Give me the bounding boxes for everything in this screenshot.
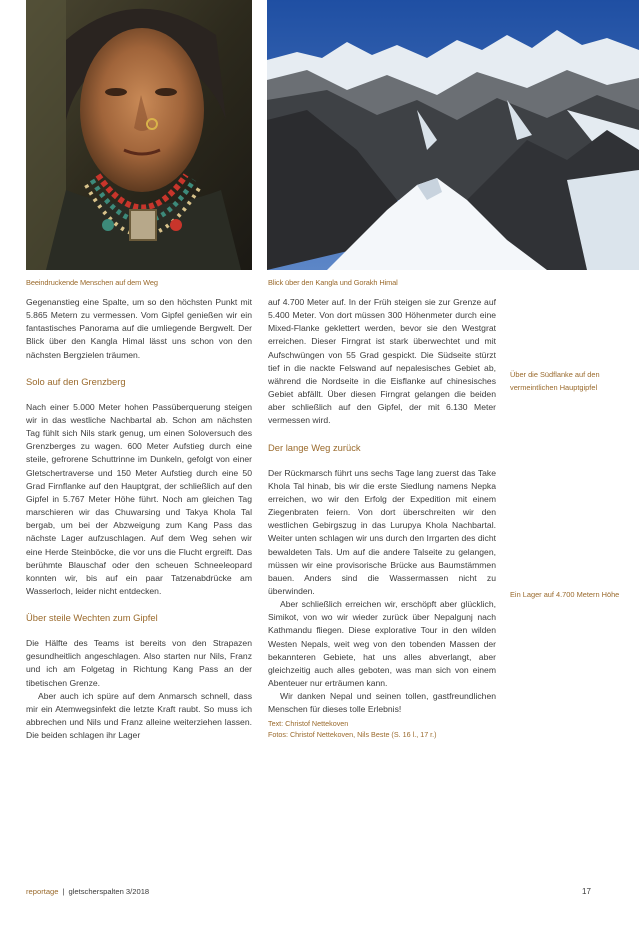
mountain-photo: [267, 0, 639, 270]
section-heading: Solo auf den Grenzberg: [26, 375, 126, 387]
right-photo-caption: Blick über den Kangla und Gorakh Himal: [268, 278, 398, 287]
article-column-1: [26, 296, 252, 742]
page-footer: [26, 887, 149, 896]
photo-credit: Fotos: Christof Nettekoven, Nils Beste (S. 16 l., 17 r.): [268, 729, 437, 739]
paragraph: Aber schließlich erreichen wir, erschöpft aber glücklich, Simikot, von wo wir wieder zurück über Nepalgunj nach Kathmandu fliegen. Diese explorative Tour in den wilden Westen Nepals, weit weg von den tobenden Massen der bekannteren Gebiete, hat uns alles abverlangt, aber gleichzeitig auch alles geboten, was man sich von einem Abenteuer nur erträumen kann.: [268, 599, 496, 689]
paragraph: Die Hälfte des Teams ist bereits von den Strapazen gesundheitlich angeschlagen. Also starten nur Nils, Franz und ich am Folgetag in Richtung Kang Pass an der tibetischen Grenze.: [26, 638, 252, 688]
section-heading: Über steile Wechten zum Gipfel: [26, 612, 158, 624]
photo-sidenote: Ein Lager auf 4.700 Metern Höhe: [510, 590, 620, 599]
section-heading: Der lange Weg zurück: [268, 441, 361, 453]
portrait-photo: [26, 0, 252, 270]
paragraph: Nach einer 5.000 Meter hohen Passüberquerung steigen wir in das westliche Nachbartal ab. Schon am nächsten Tag fühlt sich Nils stark genug, um einen Soloversuch des Grenzberges zu wagen. 600 Meter Aufstieg durch eine steile, gefrorene Schuttrinne im Dunkeln, gefolgt von einer Gletschertraverse und 150 Meter Aufstieg durch eine 50 Grad Firnflanke auf den Hauptgrat, der schließlich auf den Gipfel in 5.767 Meter Höhe führt. Noch am gleichen Tag marschieren wir das Chuwarsing und Takya Khola Tal bergab, um bei der Abzweigung zum Kang Pass das nächste Lager aufzuschlagen. Auf dem Weg sehen wir eine Herde Steinböcke, die vor uns die Flucht ergreift. Das berühmte Blauschaf oder den scheuen Schneeleopard konnten wir, bis auf ein paar Tatzenabdrücke am Wasserloch, leider nicht entdecken.: [26, 401, 252, 596]
text-credit: Text: Christof Nettekoven: [268, 718, 349, 728]
paragraph: Gegenanstieg eine Spalte, um so den höchsten Punkt mit 5.865 Metern zu vermessen. Vom Gipfel genießen wir ein fantastisches Panorama auf die umliegende Bergwelt. Der Blick über den Kangla Himal lässt uns schon von den nächsten Bergzielen träumen.: [26, 297, 252, 360]
article-column-2: [268, 296, 496, 740]
paragraph: Der Rückmarsch führt uns sechs Tage lang zuerst das Take Khola Tal hinab, bis wir die erste Siedlung namens Nepka erreichen, wo wir den Erfolg der Expedition mit einem Ziegenbraten feiern. Von dort überschreiten wir den westlichen Gebirgszug in das Lurupya Khola Nachbartal. Weiter unten schlagen wir uns durch den Irrgarten des dicht bewaldeten Tals. Um auf die andere Talseite zu gelangen, müssen wir eine provisorische Brücke aus Baumstämmen bauen. Anders sind die Wassermassen nicht zu überwinden.: [268, 467, 496, 596]
left-photo-caption: Beeindruckende Menschen auf dem Weg: [26, 278, 158, 287]
footer-separator: |: [62, 887, 65, 896]
photo-sidenote: Über die Südflanke auf den vermeintlichen Hauptgipfel: [510, 370, 600, 392]
page-number: 17: [582, 887, 591, 896]
paragraph: Aber auch ich spüre auf dem Anmarsch schnell, dass mir ein Atemwegsinfekt die letzte Kraft raubt. So muss ich abbrechen und Nils und Franz alleine weiterziehen lassen. Die beiden schlagen ihr Lager: [26, 690, 252, 741]
paragraph: Wir danken Nepal und seinen tollen, gastfreundlichen Menschen für dieses tolle Erlebnis!: [268, 691, 496, 715]
footer-publication: gletscherspalten 3/2018: [68, 887, 150, 896]
paragraph: auf 4.700 Meter auf. In der Früh steigen sie zur Grenze auf 5.400 Meter. Von dort müssen 300 Höhenmeter durch eine Mixed-Flanke geklettert werden, bevor sie den Westgrat erreichen. Dieser Firngrat ist stark überwechtet und mit Aufschwüngen von 55 Grad gespickt. Die Südseite stürzt tief in die nackte Felswand auf nepalesisches Gebiet ab, während die Nordseite in die Eisflanke auf chinesisches Gebiet abfällt. Über diesen Firngrat gelangen die beiden aber schließlich auf den Gipfel, der mit 6.130 Meter vermessen wird.: [268, 297, 496, 426]
footer-section: reportage: [26, 887, 59, 896]
